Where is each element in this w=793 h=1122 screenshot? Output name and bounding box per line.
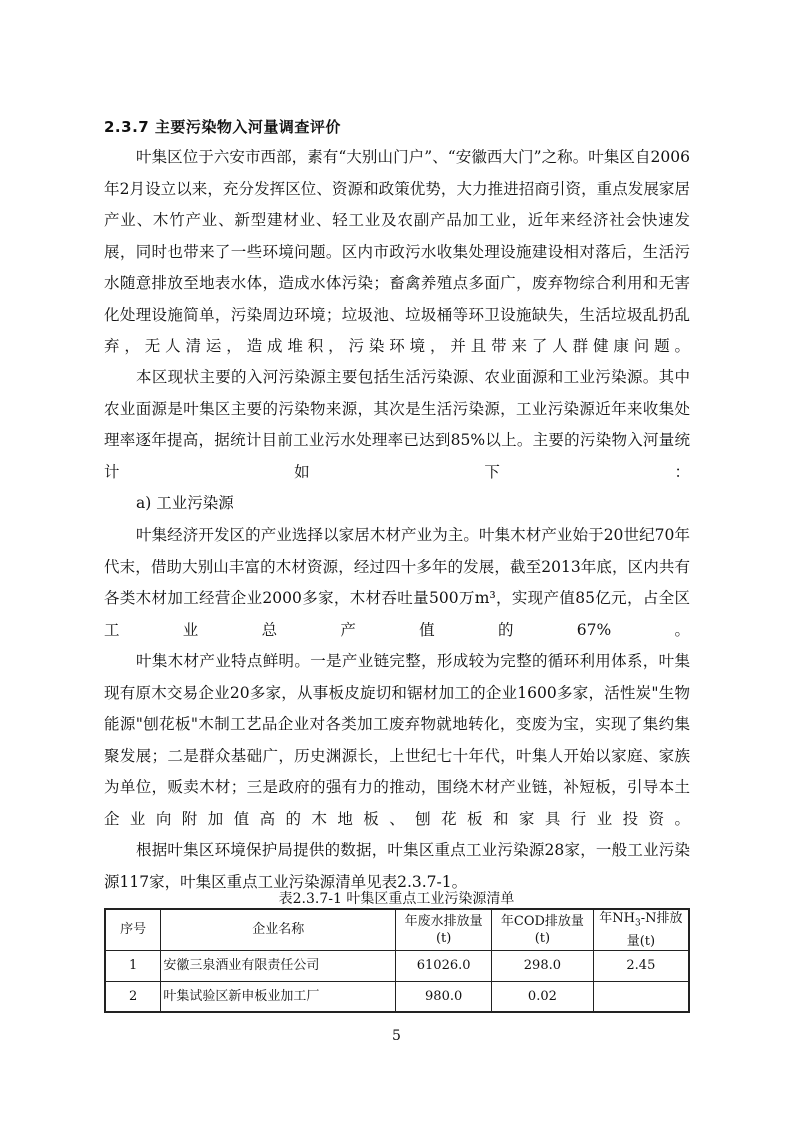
cell-nh3n: [593, 981, 689, 1012]
cell-cod: 298.0: [492, 950, 594, 981]
header-cod: 年COD排放量(t): [492, 909, 594, 950]
header-wastewater: 年废水排放量(t): [396, 909, 492, 950]
paragraph-key-sources: 根据叶集区环境保护局提供的数据，叶集区重点工业污染源28家，一般工业污染源117家，叶集区重点工业污染源清单见表2.3.7-1。: [104, 841, 690, 891]
cell-company-name: 安徽三泉酒业有限责任公司: [161, 950, 396, 981]
paragraph-pollution-sources: 本区现状主要的入河污染源主要包括生活污染源、农业面源和工业污染源。其中农业面源是叶集区主要的污染物来源，其次是生活污染源，工业污染源近年来收集处理率逐年提高，据统计目前工业污水处理率已达到85%以上。主要的污染物入河量统计如下：: [104, 368, 690, 481]
table-header-row: [105, 909, 689, 950]
table-caption: 表2.3.7-1 叶集区重点工业污染源清单: [278, 891, 515, 907]
subheading-industrial-source: a) 工业污染源: [136, 494, 234, 512]
cell-wastewater: 61026.0: [396, 950, 492, 981]
header-nh3n-prefix: 年NH: [599, 911, 635, 926]
page-number: 5: [392, 1028, 401, 1044]
cell-seq: 2: [105, 981, 161, 1012]
table-row: [105, 950, 689, 981]
cell-seq: 1: [105, 950, 161, 981]
paragraph-industry-features: 叶集木材产业特点鲜明。一是产业链完整，形成较为完整的循环利用体系，叶集现有原木交易企业20多家，从事板皮旋切和锯材加工的企业1600多家，活性炭"生物能源"刨花板"木制工艺品企业对各类加工废弃物就地转化，变废为宝，实现了集约集聚发展；二是群众基础广，历史渊源长，上世纪七十年代，叶集人开始以家庭、家族为单位，贩卖木材；三是政府的强有力的推动，围绕木材产业链，补短板，引导本土企业向附加值高的木地板、刨花板和家具行业投资。: [104, 652, 690, 828]
cell-wastewater: 980.0: [396, 981, 492, 1012]
paragraph-location-overview: 叶集区位于六安市西部，素有“大别山门户”、“安徽西大门”之称。叶集区自2006年2月设立以来，充分发挥区位、资源和政策优势，大力推进招商引资，重点发展家居产业、木竹产业、新型建材业、轻工业及农副产品加工业，近年来经济社会快速发展，同时也带来了一些环境问题。区内市政污水收集处理设施建设相对落后，生活污水随意排放至地表水体，造成水体污染；畜禽养殖点多面广，废弃物综合利用和无害化处理设施简单，污染周边环境；垃圾池、垃圾桶等环卫设施缺失，生活垃圾乱扔乱弃，无人清运，造成堆积，污染环境，并且带来了人群健康问题。: [104, 148, 690, 355]
header-nh3n-subscript: 3: [634, 918, 641, 929]
header-company-name: 企业名称: [161, 909, 396, 950]
table-row: [105, 981, 689, 1012]
cell-cod: 0.02: [492, 981, 594, 1012]
header-nh3n: [593, 909, 689, 950]
header-nh3n-suffix: -N排放量(t): [626, 911, 683, 949]
pollution-source-table: [104, 908, 690, 1013]
header-seq: 序号: [105, 909, 161, 950]
paragraph-timber-industry: 叶集经济开发区的产业选择以家居木材产业为主。叶集木材产业始于20世纪70年代末，借助大别山丰富的木材资源，经过四十多年的发展，截至2013年底，区内共有各类木材加工经营企业2000多家，木材吞吐量500万m³，实现产值85亿元，占全区工业总产值的67%。: [104, 526, 690, 639]
cell-company-name: 叶集试验区新申板业加工厂: [161, 981, 396, 1012]
section-heading: 2.3.7 主要污染物入河量调查评价: [104, 118, 341, 136]
cell-nh3n: 2.45: [593, 950, 689, 981]
